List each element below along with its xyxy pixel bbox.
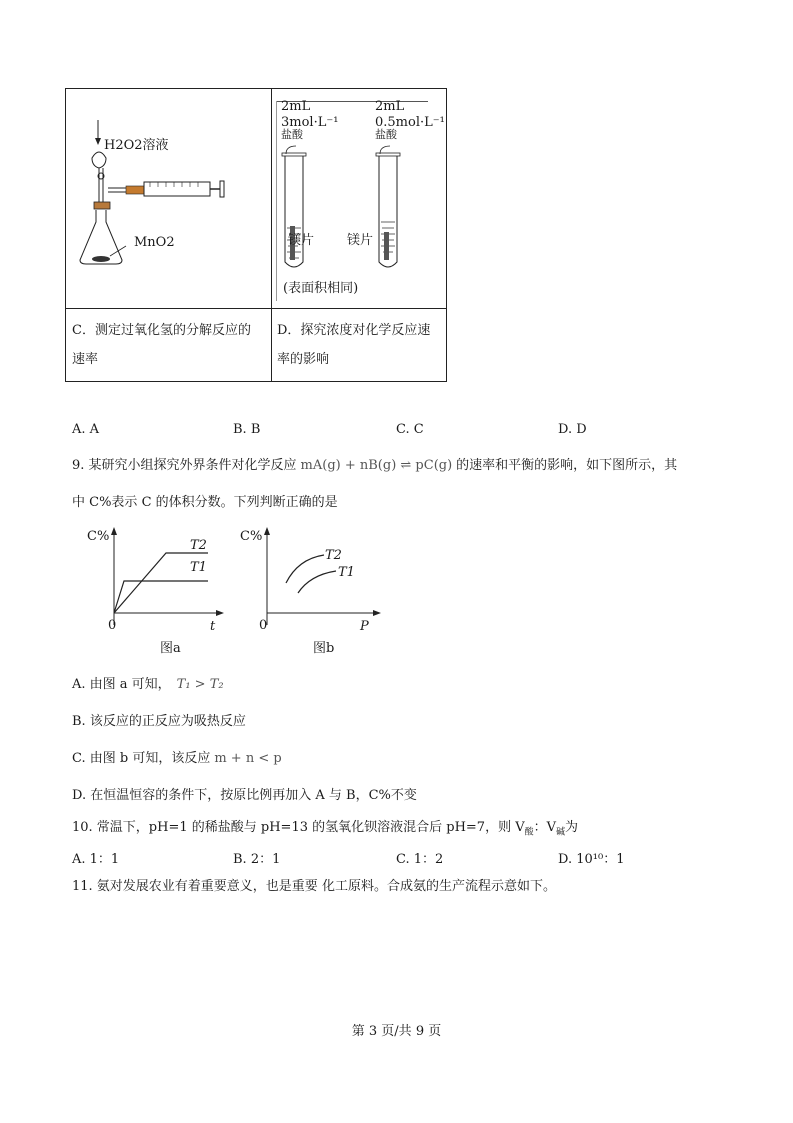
figure-c-reagent-label: H2O2溶液 <box>104 138 169 153</box>
figure-d-right-acid: 盐酸 <box>375 128 397 141</box>
figure-c-catalyst-label: MnO2 <box>134 235 175 250</box>
q9-option-a[interactable] <box>72 675 224 695</box>
figure-d-left-volume: 2mL <box>281 99 311 114</box>
q10-colon: ：V <box>533 820 557 835</box>
q9-option-a-math: T₁ > T₂ <box>176 677 224 692</box>
q8-option-d[interactable]: D. D <box>558 422 587 437</box>
q8-option-a[interactable]: A. A <box>72 422 100 437</box>
figure-d-left-metal: 镁片 <box>288 233 315 248</box>
q9-equation: mA(g) + nB(g) ⇌ pC(g) <box>300 458 453 473</box>
graph-a-xlabel: t <box>210 619 216 634</box>
figure-d-right-concentration: 0.5mol·L⁻¹ <box>375 115 445 130</box>
table-horizontal-divider <box>65 308 447 309</box>
figure-d-right-metal: 镁片 <box>347 233 374 248</box>
graph-a-origin: 0 <box>108 618 117 633</box>
q9-option-b[interactable]: B. 该反应的正反应为吸热反应 <box>72 714 246 729</box>
q9-stem-part2: 的速率和平衡的影响，如下图所示，其 <box>456 458 678 473</box>
graph-b-ylabel: C% <box>240 529 263 544</box>
graph-b-caption: 图b <box>313 641 335 656</box>
caption-d-line2: 率的影响 <box>277 352 330 367</box>
figure-d-left-concentration: 3mol·L⁻¹ <box>281 115 339 130</box>
graph-a-caption: 图a <box>160 641 181 656</box>
q9-option-c-math: m + n < p <box>214 751 282 766</box>
q9-stem-line1 <box>72 456 677 476</box>
q10-sub-acid: 酸 <box>524 827 534 838</box>
figure-d-right-volume: 2mL <box>375 99 405 114</box>
q11-stem: 11. 氨对发展农业有着重要意义，也是重要 化工原料。合成氨的生产流程示意如下。 <box>72 879 556 894</box>
figure-d-note: (表面积相同) <box>283 281 359 296</box>
q9-stem-part1: 9. 某研究小组探究外界条件对化学反应 <box>72 458 297 473</box>
caption-c-line1: C．测定过氧化氢的分解反应的 <box>72 323 251 338</box>
q10-stem-main: 10. 常温下，pH=1 的稀盐酸与 pH=13 的氢氧化钡溶液混合后 pH=7，则 V <box>72 820 525 835</box>
graph-a-ylabel: C% <box>87 529 110 544</box>
q10-option-d[interactable]: D. 10¹⁰：1 <box>558 852 625 867</box>
graph-b-curve-upper: T2 <box>325 548 342 563</box>
q9-option-a-text: A. 由图 a 可知， <box>72 677 171 692</box>
graph-b-origin: 0 <box>259 618 268 633</box>
graph-b-xlabel: P <box>360 619 369 634</box>
q10-option-a[interactable]: A. 1：1 <box>72 852 120 867</box>
q9-option-d[interactable]: D. 在恒温恒容的条件下，按原比例再加入 A 与 B，C%不变 <box>72 788 417 803</box>
caption-c-line2: 速率 <box>72 352 99 367</box>
table-vertical-divider <box>271 88 272 382</box>
q9-option-c[interactable] <box>72 749 282 769</box>
q8-option-b[interactable]: B. B <box>233 422 261 437</box>
q10-tail: 为 <box>565 820 579 835</box>
q10-option-b[interactable]: B. 2：1 <box>233 852 281 867</box>
graph-a-curve-upper: T2 <box>190 538 207 553</box>
q10-sub-base: 碱 <box>556 827 566 838</box>
q8-option-c[interactable]: C. C <box>396 422 424 437</box>
q10-stem <box>72 818 578 843</box>
caption-d-line1: D．探究浓度对化学反应速 <box>277 323 431 338</box>
q10-option-c[interactable]: C. 1：2 <box>396 852 444 867</box>
q9-option-c-text: C. 由图 b 可知，该反应 <box>72 751 211 766</box>
graph-b-curve-lower: T1 <box>338 565 355 580</box>
graph-a-curve-lower: T1 <box>190 560 207 575</box>
q9-stem-line2: 中 C%表示 C 的体积分数。下列判断正确的是 <box>72 495 338 510</box>
figure-d-left-acid: 盐酸 <box>281 128 303 141</box>
page-footer: 第 3 页/共 9 页 <box>351 1024 442 1039</box>
figure-d-test-tubes <box>276 140 436 275</box>
